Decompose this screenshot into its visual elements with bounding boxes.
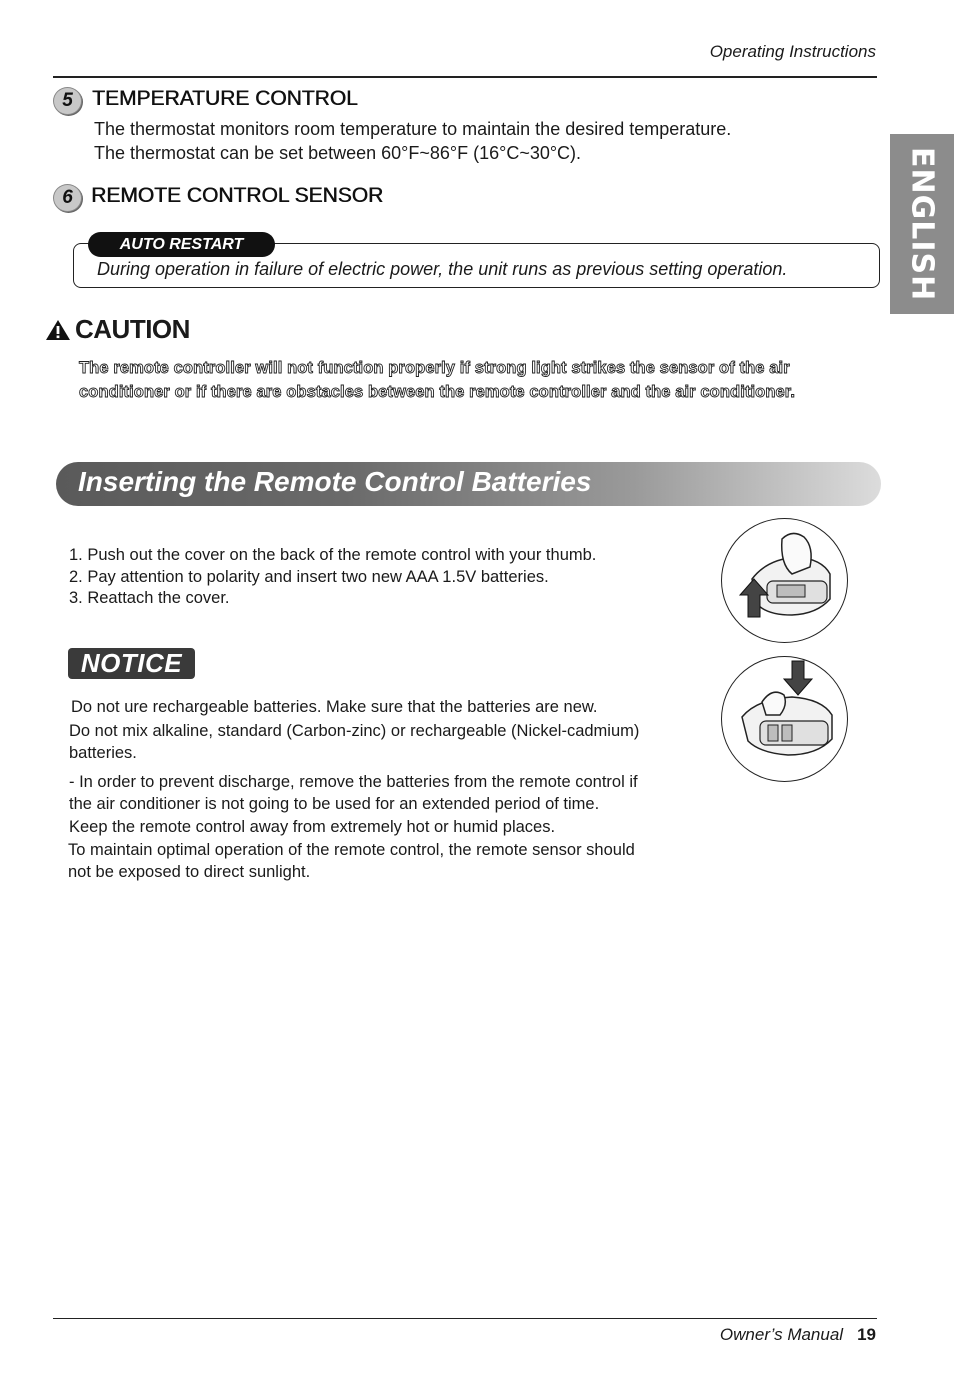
section-number-badge: 6 (53, 184, 82, 212)
footer (720, 1325, 876, 1345)
caution-title: CAUTION (75, 314, 190, 344)
notice-text: To maintain optimal operation of the remote control, the remote sensor should (68, 841, 635, 859)
notice-text: Keep the remote control away from extremely hot or humid places. (69, 818, 556, 836)
insert-batteries-illustration (721, 656, 848, 782)
notice-label: NOTICE (68, 648, 195, 679)
list-item: 1. Push out the cover on the back of the remote control with your thumb. (69, 546, 597, 564)
temperature-description-line: The thermostat monitors room temperature to maintain the desired temperature. (94, 119, 732, 139)
language-tab-label: ENGLISH (904, 146, 940, 302)
auto-restart-text: During operation in failure of electric power, the unit runs as previous setting operation. (97, 259, 788, 279)
language-tab (890, 134, 954, 314)
notice-text: Do not mix alkaline, standard (Carbon-zinc) or rechargeable (Nickel-cadmium) (69, 722, 640, 740)
notice-text: Do not ure rechargeable batteries. Make sure that the batteries are new. (71, 698, 598, 716)
list-item: 2. Pay attention to polarity and insert two new AAA 1.5V batteries. (69, 567, 549, 586)
notice-text: batteries. (69, 744, 137, 762)
footer-rule (53, 1318, 877, 1319)
caution-text (79, 356, 879, 404)
section-banner-title: Inserting the Remote Control Batteries (78, 466, 592, 497)
temperature-range-line: The thermostat can be set between 60°F~86°F (16°C~30°C). (94, 143, 582, 163)
page-number: 19 (857, 1325, 876, 1344)
warning-triangle-icon (45, 319, 71, 341)
section-number-badge: 5 (53, 87, 82, 115)
notice-text: - In order to prevent discharge, remove the batteries from the remote control if (69, 773, 638, 791)
notice-text: not be exposed to direct sunlight. (68, 863, 311, 881)
notice-text: the air conditioner is not going to be used for an extended period of time. (69, 795, 600, 813)
caution-line: The remote controller will not function properly if strong light strikes the sensor of the air (79, 359, 790, 377)
battery-steps-list (69, 545, 596, 610)
remove-cover-illustration (721, 518, 848, 643)
section-heading-temperature-control: TEMPERATURE CONTROL (92, 87, 358, 110)
header-rule (53, 76, 877, 78)
footer-label: Owner’s Manual (719, 1325, 844, 1344)
header-title: Operating Instructions (709, 42, 876, 61)
auto-restart-label: AUTO RESTART (88, 232, 275, 257)
caution-heading (45, 314, 190, 345)
caution-line: conditioner or if there are obstacles between the remote controller and the air conditioner. (79, 383, 796, 401)
list-item: 3. Reattach the cover. (69, 589, 230, 607)
section-heading-remote-sensor: REMOTE CONTROL SENSOR (91, 184, 384, 207)
